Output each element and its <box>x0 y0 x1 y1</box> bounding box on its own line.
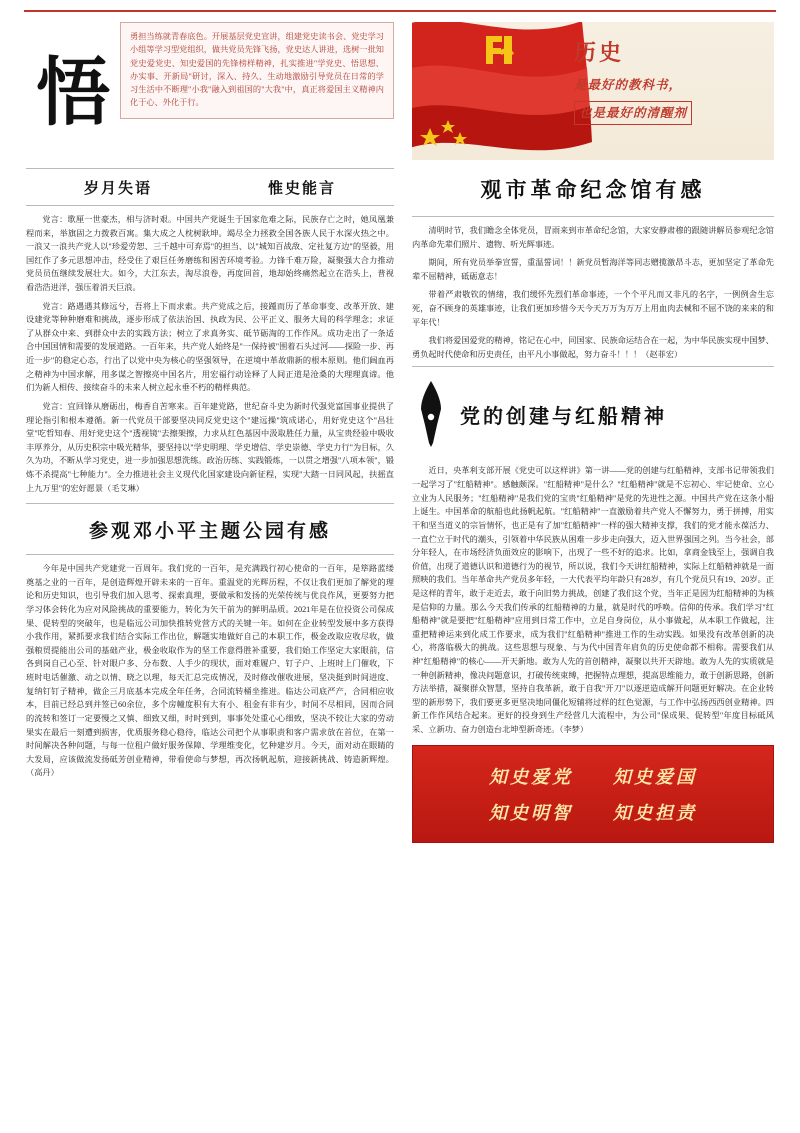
slogan-row-2 <box>489 799 697 825</box>
paragraph: 近日，央革利支部开展《党史可以这样讲》第一讲——党的创建与红船精神，支部书记带领我们一起学习了"红船精神"。感触颇深。"红船精神"是什么？"红船精神"就是不忘初心、牢记使命、立心立业为人民服务；"红船精神"是我们党的宝贵"红船精神"是党的先进性之源。中国共产党在这条小船上诞生。中国革命的航船也此扬帆起航。"红船精神"一直激励着共产党人不懈努力，勇于拼搏，用实干和坚当道义的宗旨情怀，也正是有了加"红船精神"一样的强大精神支撑，我们的党才能永葆活力、一直伫立于时代的潮头，引领着中华民族从困难一步步走向强大，迈入世界强国之列。当今社会，部分年轻人，在市场经济负面效应的影响下，出现了一些不好的追求。比如，拿商金钱至上，强调自我价值，出现了道德认识和道德行为的视节，所以说，我们今天讲红船精神，实际上红船精神就是一面照映的我们。当年革命共产党员多年轻，一大代表平均年龄只有28岁，有几个党员只有19、20岁。正是这样的青年，敢于走近去，敢于向旧势力挑战，创建了我们这个党，当年正是因为红船精神的为核是信仰的力量。那么今天我们传承的红船精神的力量，就是时代的呼唤。信仰的传承。我们学习"红船精神"就是要把"红船精神"应用到日常工作中，立足自身岗位，从小事做起，从本职工作做起，注重把精神运来到化成工作要求，成为我们"红船精神"推进工作的生动实践。如果没有改革创新的决心，将落临极大的挑战。这些思想与现象、与为代中国青年肩负的历史使命都不相称。需要我们从神"红船精神"的核心——开天新地。敢为人先的首创精神，凝聚以共开天辟地。敢为人先的实质就是一种创新精神，像决问题意识，打破传统束缚，把握特点理想，提高思维能力，敢于创新思路，创新方法举措，凝聚群众智慧，坚持自我革新，敢于自我"开刀"以逐逆造成解开问题更好解决。在企业转型的新形势下，我们要更多更坚决地同僵化短辅将过样的红色觉源，与工作中弘扬西西创业精神。四新工作作风结合起来。更好的投身到生产经营几大流程中，为公司"保成果、促转型"年度目标砥风采、立新功、奋力创造台北坤型新奇迹。（李梦） <box>412 466 774 735</box>
left-column <box>26 22 394 1122</box>
slogan-item: 知史爱国 <box>613 766 697 788</box>
banner-line-2: 也是最好的清醒剂 <box>574 101 692 125</box>
paragraph: 期间，所有党员举拳宣誓，重温誓词！！新党员暂海洋等同志赠揽激昂斗志，更加坚定了革命先辈不屈精神，砥砺意志！ <box>412 258 774 281</box>
right-column <box>412 22 774 1122</box>
headline-left: 岁月失语 <box>83 181 152 197</box>
paragraph: 我们将爱国爱党的精神，铭记在心中，同国家、民族命运结合在一起，为中华民族实现中国梦、勇负起时代使命和历史责任，由平凡小事做起，努力奋斗！！！（赵菲宏） <box>412 336 774 359</box>
left-article-body <box>26 206 394 495</box>
top-rule <box>24 10 776 12</box>
paragraph: 带着严肃敬钦的情绪，我们缓怀先烈们革命事迹，一个个平凡而又非凡的名字，一例例舍生忘死，奋不顾身的英雄事迹，让我们更加珍惜今天今天万万为万万上用血肉去械和不屈不饶的来来的和平年代！ <box>412 290 774 327</box>
paragraph: 今年是中国共产党建党一百周年。我们党的一百年，是充满践行初心使命的一百年，是筚路蓝缕奠基之业的一百年，是创造辉煌开辟未来的一百年。重温党的光辉历程，不仅让我们更加了解党的理论和历史知识，也引导我们加入思考、探索真理，要做承和发扬的光荣传统与优良作风，更要努力把学习体会转化为应对风险挑战的重要能力，转化为矢干前为的鲜明品质。2021年是在位投资公司保成果、促转型的突破年，也是临远公司加快推转党营方式的关键一年。如何在企业转型发展中多方获得小我作用，紧抓要求我们结合实际工作出位，解题实地做好自己的本职工作，极金改取应收尽收，做强粮贸提能出公司的基础产业，极金收取作为的坚工作意得胜补重要，我们始工作坚定大家眼前，信各到岗自己心至、针对眼户多、分布数、人手少的现状，面对难履户、钉子户、上班时上门催收，下班时电话催激、动之以情、晓之以理，每天汇总完成情况，及时修改催收进展，坚决挺到时间进度、复纳钉钉子精神，做企三月底基本完成全年任务，合同流转桶坐推进。临达公司底严产，合同相应收本，目前已经总到并签已60余位，多个房幢度积有大有小、租金有非有少，时间不尽相同，因而合同的流转和签订一定要慢之又慎、细致又细，时时到到，事事处处重心心细致，坚决不较让大家的劳动果实在最后一刻遭到损害，优质服务稳心稳待，临达公司把个从事职责和客户需求放在首位，在第一时间解决各种问题，与每一位租户做好服务保障、学理维变化，忆种建岁月。今天，面对动在眼睛的大发局，应该做流发扬砥芳创业精神，带看使命与梦想，再次扬帆起航，迎接新挑战、铸造新辉煌。（高丹） <box>26 564 394 778</box>
slogan-banner <box>412 745 774 843</box>
banner-line-1: 是最好的教科书， <box>574 78 683 92</box>
right-article2-title: 党的创建与红船精神 <box>460 405 667 428</box>
slogan-row-1 <box>489 763 697 789</box>
left-article-title: 参观邓小平主题公园有感 <box>26 504 394 555</box>
right-article1-body <box>412 217 774 361</box>
right-article2-body <box>412 457 774 736</box>
banner-calligraphy <box>574 36 764 125</box>
fountain-pen-icon <box>412 381 450 447</box>
paragraph: 党言：宜回锋从磨砺出，梅香自苦寒来。百年建党路，世纪奋斗史为新时代强党富国事业提供了理论指引和根本遵循。新一代党员干部要坚决同反党史这个"建远操"筑成诺心，用好党史这个"昌壮堂"吃哲知春、用好党史这个"透视镜"去擦架擦，力求从红色基因中汲取胜任力量，从宝贵经验中吸收丰厚养分，从历史积宗中吸光精华，要坚持以"学史明理、学史增信、学史崇德、学史力行"为目标，久久为功，不断从学习党史，进一步加强思想洗练。政治历练、实践锻炼，一以贯之增强"八项本领"，锻炼不杀提高"七种能力"。全力推进社会主义现代化国家建设向新征程，实现"大踏一日同风起，扶摇直上九万里"的宏好愿景（毛艾琳） <box>26 401 394 493</box>
left-article2-body <box>26 555 394 780</box>
lead-paragraph-text: 勇担当练就青春底色。开展基层党史宣讲，组建党史读书会、党史学习小组等学习型党组织，做共党员先锋飞扬，党史达人讲进，选树一批知党史爱党史、知史爱国的先锋榜样精神，扎实推进"学党史、悟思想、办实事、开新局"研讨，深入、持久、生动地激励引导党员在日常的学习生活中不断理"小我"融入到祖国的"大我"中，真正将爱国主义精神内化于心、外化于行。 <box>130 32 384 108</box>
slogan-item: 知史担责 <box>613 802 697 824</box>
columns-container <box>26 22 774 1122</box>
masthead-big-character: 悟 <box>36 50 110 136</box>
right-article1-title: 观市革命纪念馆有感 <box>480 178 706 202</box>
lead-paragraph-box <box>120 22 394 119</box>
paragraph: 党言：歌厘一世豪杰，相与济时艰。中国共产党诞生于国家危难之际，民族存亡之时，她凤凰兼程而来，举旗固之力拨救百寓。集大成之人枕树耿坤。竭尽全力拯救全国各族人民于水深火热之中。一浪又一浪共产党人以"珍爱劳恕、三千越中可弃焉"的担当、以"城知百战敌、定社复方边"的坚毅，用国红作了多元思想冲击，经受住了艰巨任务磨练和困苦环境考验。力锋千难万险，凝聚强大合力推动党员员伍继续发展壮大。如今，大江东去，淘尽浪卷，再度回首，地却始终痛然起立在浩头上，普视看浩浩进洋，强压着消天巨浪。 <box>26 215 394 293</box>
paragraph: 党言：路遇遇其修远兮，吾将上下而求索。共产党成之后，接踵而历了革命事变、改革开放、建设建党等种种磨难和挑战，逐步形成了依法治国、执政为民、公平正义、服务大局的科学理念；求证了从群众中来、到群众中去的实践方法；树立了求真务实、砥节砺淘的工作作风。成功走出了一条适合中国国情和需要的发展道路。一百年来，共产党人始终是"一保持被"围着石头过河——探险一步、再近一步"的稳定心态，行出了以党中央为核心的坚强领导，在逆境中革故鼎新的根本原则。他们阔血再之精神为中国求解，用多谋之智擦亮中国名片，用宏福行动诠释了人间正道是沧桑的大理理真谛。他们为新人相传、接续奋斗的未来人树立起永垂不朽的精样典范。 <box>26 301 394 393</box>
paragraph: 清明时节，我们瞻念全体党员，冒雨来到市革命纪念馆，大家安静肃穆的跟随讲解员参观纪念馆内革命先辈们照片、遗物、听光辉事迹。 <box>412 226 774 249</box>
banner-title: 历史 <box>574 40 625 66</box>
masthead <box>26 22 394 162</box>
slogan-item: 知史爱党 <box>489 766 573 788</box>
history-banner <box>412 22 774 160</box>
dual-headline <box>26 169 394 206</box>
slogan-item: 知史明智 <box>489 802 573 824</box>
right-article2-header <box>412 367 774 457</box>
headline-right: 惟史能言 <box>267 181 336 197</box>
